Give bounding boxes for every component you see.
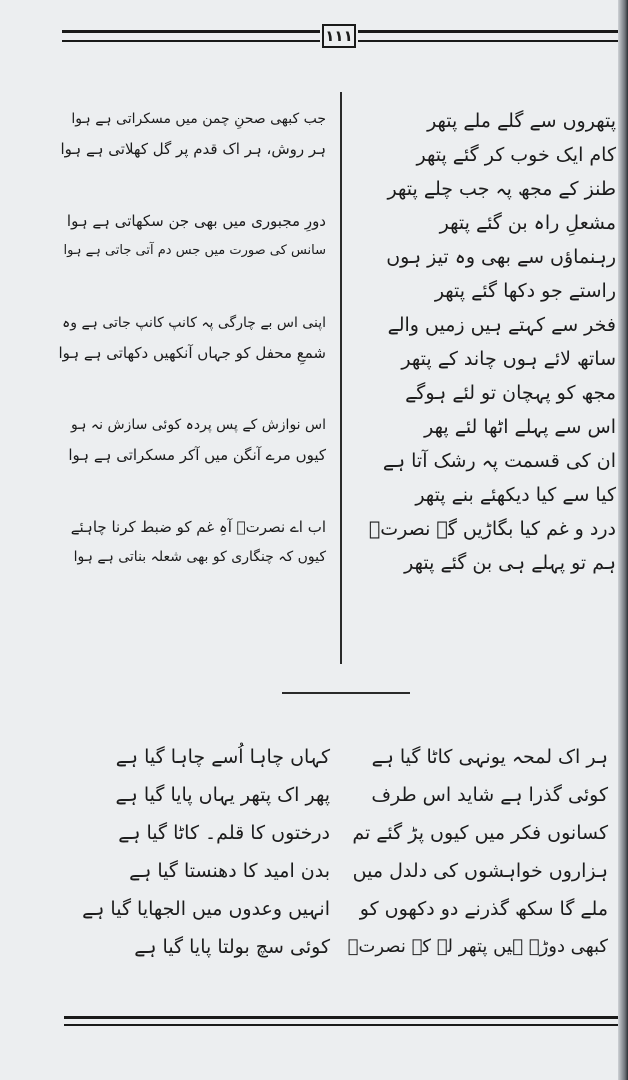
verse-line: ہر روش، ہر اک قدم پر گل کھلاتی ہے ہوا (60, 140, 326, 158)
verse-line: کیوں مرے آنگن میں آکر مسکراتی ہے ہوا (68, 446, 326, 464)
verse-line: اب اے نصرتؔ آہِ غم کو ضبط کرنا چاہئے (70, 518, 326, 536)
ghazal-left-bottom (80, 738, 330, 966)
verse-line: راستے جو دکھا گئے پتھر (434, 280, 616, 302)
header-rule-right-top (358, 30, 620, 33)
verse-line: فخر سے کہتے ہیں زمیں والے (387, 314, 616, 336)
verse-line: درد و غم کیا بگاڑیں گے نصرتؔ (368, 518, 616, 540)
page-edge-shadow (618, 0, 628, 1080)
verse-line: کوئی گذرا ہے شاید اس طرف (371, 784, 608, 806)
verse-line: اس سے پہلے اٹھا لئے پھر (424, 416, 616, 438)
verse-line: ان کی قسمت پہ رشک آتا ہے (382, 450, 616, 472)
ghazal-right-bottom (348, 738, 608, 966)
verse-line: کوئی سچ بولتا پایا گیا ہے (134, 936, 330, 958)
couplet (58, 104, 326, 164)
header-rule-left-bottom (62, 40, 320, 42)
verse-line: ہم تو پہلے ہی بن گئے پتھر (404, 552, 616, 574)
verse-line: ہزاروں خواہشوں کی دلدل میں (352, 860, 608, 882)
page-number: ١١١ (322, 24, 356, 48)
verse-line: طنز کے مجھ پہ جب چلے پتھر (387, 178, 616, 200)
couplet (58, 410, 326, 470)
verse-line: مجھ کو پہچان تو لئے ہوگے (405, 382, 616, 404)
footer-rule-top (64, 1016, 620, 1019)
verse-line: مشعلِ راہ بن گئے پتھر (439, 212, 616, 234)
verse-line: کام ایک خوب کر گئے پتھر (416, 144, 616, 166)
verse-line: جب کبھی صحنِ چمن میں مسکراتی ہے ہوا (71, 111, 326, 127)
verse-line: بدن امید کا دھنستا گیا ہے (129, 860, 330, 882)
verse-line: درختوں کا قلم۔ کاٹا گیا ہے (118, 822, 330, 844)
footer-rule-bottom (64, 1024, 620, 1026)
verse-line: کسانوں فکر میں کیوں پڑ گئے تم (352, 822, 608, 844)
verse-line: پھر اک پتھر یہاں پایا گیا ہے (115, 784, 330, 806)
column-divider (340, 92, 342, 664)
verse-line: کیوں کہ چنگاری کو بھی شعلہ بناتی ہے ہوا (73, 549, 326, 565)
verse-line: اس نوازش کے پس پردہ کوئی سازش نہ ہو (71, 417, 326, 433)
header-rule-right-bottom (358, 40, 620, 42)
verse-line: ہر اک لمحہ یونہی کاٹا گیا ہے (371, 746, 608, 768)
section-divider (282, 692, 410, 694)
ghazal-right-top (346, 104, 616, 580)
couplet (58, 308, 326, 368)
verse-line: پتھروں سے گلے ملے پتھر (427, 110, 616, 132)
ghazal-left-top (58, 104, 326, 614)
verse-line: ساتھ لائے ہوں چاند کے پتھر (401, 348, 616, 370)
verse-line: رہنماؤں سے بھی وہ تیز ہوں (386, 246, 616, 268)
verse-line: سانس کی صورت میں جس دم آتی جاتی ہے ہوا (63, 243, 326, 258)
verse-line: کیا سے کیا دیکھئے بنے پتھر (415, 484, 616, 506)
verse-line: انہیں وعدوں میں الجھایا گیا ہے (82, 898, 330, 920)
couplet (58, 512, 326, 572)
verse-line: اپنی اس بے چارگی پہ کانپ کانپ جاتی ہے وہ (62, 315, 326, 331)
verse-line: کہاں چاہا اُسے چاہا گیا ہے (115, 746, 330, 768)
couplet (58, 206, 326, 266)
verse-line: کبھی دوڑے ہیں پتھر لے کے نصرتؔ (347, 936, 608, 957)
verse-line: دورِ مجبوری میں بھی جن سکھاتی ہے ہوا (66, 212, 326, 230)
verse-line: شمعِ محفل کو جہاں آنکھیں دکھاتی ہے ہوا (58, 344, 326, 362)
verse-line: ملے گا سکھ گذرنے دو دکھوں کو (359, 898, 608, 920)
header-rule-left-top (62, 30, 320, 33)
